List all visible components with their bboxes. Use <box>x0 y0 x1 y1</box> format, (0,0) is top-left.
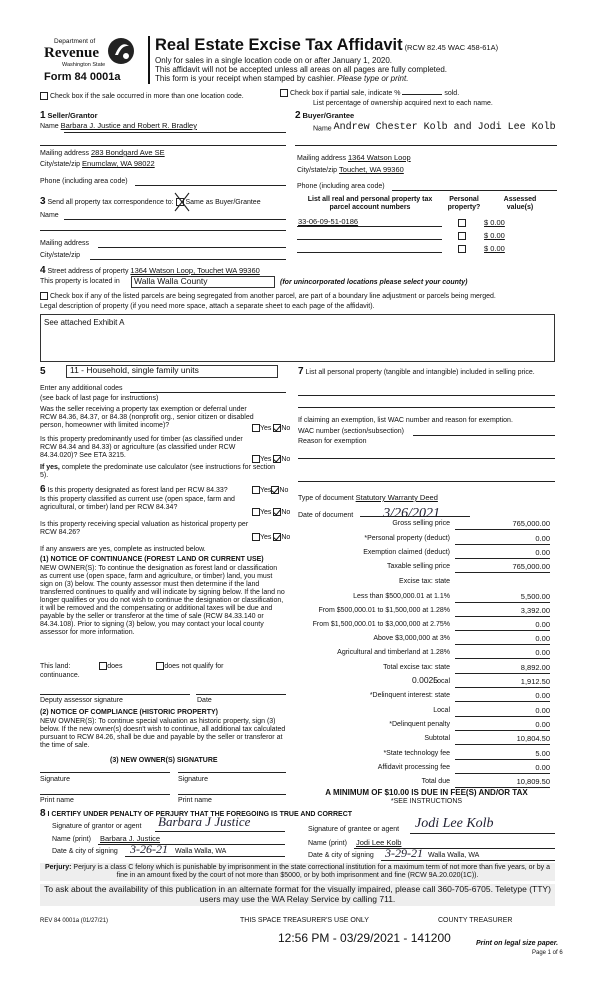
tax-row <box>300 764 555 776</box>
perjury-notice <box>40 863 555 881</box>
section-5-number: 5 <box>40 366 46 377</box>
forest-no-checkbox[interactable] <box>271 486 279 494</box>
tax-row <box>300 578 555 590</box>
new-owner-sig-title: (3) NEW OWNER(S) SIGNATURE <box>110 757 218 764</box>
forest-answer <box>252 486 288 495</box>
seller-city-row <box>40 160 155 169</box>
legal-description-field[interactable]: See attached Exhibit A <box>40 314 555 362</box>
notice-compliance-title: (2) NOTICE OF COMPLIANCE (HISTORIC PROPERTY) <box>40 709 218 716</box>
perjury-text: Perjury is a class C felony which is punishable by imprisonment in the state correctional institution for a maximum term of not more than five years, or by a fine in an amount fixed by the court of not more than $5000, or by both imprisonment and fine (RCW 9A.20.020(1C)). <box>71 864 550 880</box>
grantee-date[interactable]: 3-29-21 <box>385 846 423 860</box>
parcel-number-1[interactable]: 33-06-09-51-0186 <box>298 217 359 226</box>
same-as-buyer-checkbox[interactable] <box>176 198 184 206</box>
timber-no-checkbox[interactable] <box>273 455 281 463</box>
tax-row-value[interactable]: 0.00 <box>455 549 550 559</box>
assessed-value-3[interactable]: $ 0.00 <box>484 244 505 253</box>
buyer-mail-row <box>297 154 411 163</box>
grantee-date-label: Date & city of signing <box>308 852 374 859</box>
form-rcw: (RCW 82.45 WAC 458-61A) <box>404 43 499 52</box>
grantee-city[interactable]: Walla Walla, WA <box>428 852 480 859</box>
doc-date-label: Date of document <box>298 512 354 519</box>
tax-row-label: Exemption claimed (deduct) <box>363 549 450 556</box>
county-treasurer-label: COUNTY TREASURER <box>438 917 513 924</box>
tax-row-value[interactable]: 5.00 <box>455 750 550 760</box>
tax-row-value[interactable]: 5,500.00 <box>455 593 550 603</box>
notice-continuance-title: (1) NOTICE OF CONTINUANCE (FOREST LAND OR CURRENT USE) <box>40 556 264 563</box>
subtitle-1: Only for sales in a single location code on or after January 1, 2020. <box>155 55 393 65</box>
tax-row-label: *Personal property (deduct) <box>364 535 450 542</box>
buyer-phone-label: Phone (including area code) <box>297 183 385 190</box>
grantor-city[interactable]: Walla Walla, WA <box>175 848 227 855</box>
partial-sale-check-row <box>280 89 459 98</box>
tax-row-value[interactable]: 0.00 <box>455 764 550 774</box>
timber-answer <box>252 455 290 464</box>
exemption-no-checkbox[interactable] <box>273 424 281 432</box>
no-label: No <box>279 486 289 494</box>
exemption-answer <box>252 424 290 433</box>
tax-row-value[interactable]: 765,000.00 <box>455 563 550 573</box>
personal-property-row <box>298 366 553 378</box>
notice-continuance-text: NEW OWNER(S): To continue the designation as forest land or classification as current use (open space, farm and agriculture, or timber) land, you must sign on (3) below. The county assessor must then determine if the land transferred continues to qualify and will indicate by signing below. If the land no longer qualifies or you do not wish to continue the designation or classification, it will be removed and the compensating or additional taxes will be due and payable by the seller or transferor at the time of sale (RCW 84.33.140 or 84.34.108). Prior to signing (3) below, you may contact your local county assessor for more information. <box>40 565 285 637</box>
local-rate: 0.0025 <box>412 675 438 685</box>
x-mark-icon <box>173 191 191 213</box>
grantor-sig-label: Signature of grantor or agent <box>52 823 142 830</box>
tax-row-label: Subtotal <box>424 735 450 742</box>
seller-section-header <box>40 110 98 122</box>
yes-label: Yes <box>260 508 272 516</box>
minimum-due-note: A MINIMUM OF $10.00 IS DUE IN FEE(S) AND/OR TAX <box>325 788 528 797</box>
section-6-number: 6 <box>40 484 46 495</box>
tax-row <box>300 535 555 547</box>
wac-number-label: WAC number (section/subsection) <box>298 428 404 435</box>
owner-print-label-2: Print name <box>178 797 212 804</box>
grantor-name[interactable]: Barbara J. Justice <box>100 834 161 843</box>
tax-row-label: Above $3,000,000 at 3% <box>373 635 450 642</box>
tax-row-value[interactable]: 0.00 <box>455 635 550 645</box>
if-yes: If yes, <box>40 464 60 471</box>
tax-row <box>300 649 555 661</box>
buyer-city-label: City/state/zip <box>297 167 338 174</box>
exemption-yes-checkbox[interactable] <box>252 424 260 432</box>
no-label: No <box>281 455 291 463</box>
doc-type[interactable]: Statutory Warranty Deed <box>355 493 438 502</box>
segregated-checkbox[interactable] <box>40 292 48 300</box>
historic-yes-checkbox[interactable] <box>252 533 260 541</box>
assessed-header: Assessed value(s) <box>503 196 537 212</box>
multi-location-label: Check box if the sale occurred in more than one location code. <box>49 92 244 100</box>
personal-checkbox-1[interactable] <box>458 219 466 227</box>
tax-row-value[interactable]: 8,892.00 <box>455 664 550 674</box>
buyer-title: Buyer/Grantee <box>302 111 355 120</box>
yes-label: Yes <box>260 486 272 494</box>
see-instructions: *SEE INSTRUCTIONS <box>390 798 463 805</box>
legal-description-label: Legal description of property (if you need more space, attach a separate sheet to each page of the affidavit). <box>40 303 375 310</box>
tax-row <box>300 750 555 762</box>
see-back-label: (see back of last page for instructions) <box>40 395 159 402</box>
current-use-no-checkbox[interactable] <box>273 508 281 516</box>
tax-row <box>300 621 555 633</box>
does-not-label: does not qualify for <box>164 662 224 670</box>
segregated-row <box>40 292 496 301</box>
tax-row-label: Total due <box>421 778 450 785</box>
logo-state: Washington State <box>62 62 106 68</box>
grantor-date-label: Date & city of signing <box>52 848 118 855</box>
ownership-note: List percentage of ownership acquired next to each name. <box>313 100 493 107</box>
owner-print-label-1: Print name <box>40 797 74 804</box>
exemption-reason-label: Reason for exemption <box>298 438 367 445</box>
assessed-value-1[interactable]: $ 0.00 <box>484 218 505 227</box>
doc-date[interactable]: 3/26/2021 <box>383 506 440 521</box>
seller-mail-row <box>40 149 165 158</box>
logo-agency: Revenue <box>44 45 99 61</box>
cashier-stamp: 12:56 PM - 03/29/2021 - 141200 <box>278 931 451 945</box>
header-titles <box>155 36 555 84</box>
tax-row <box>300 735 555 747</box>
grantee-sig-label: Signature of grantee or agent <box>308 826 400 833</box>
deputy-signature-label: Deputy assessor signature <box>40 697 123 704</box>
tax-row-label: Affidavit processing fee <box>377 764 450 771</box>
additional-codes-label: Enter any additional codes <box>40 385 123 392</box>
owner-sig-label-2: Signature <box>178 776 208 783</box>
tax-row <box>300 593 555 605</box>
current-use-question: Is this property classified as current use (open space, farm and agricultural, or timber) land per RCW 84.34? <box>40 496 235 512</box>
seller-name[interactable]: Barbara J. Justice and Robert R. Bradley <box>60 121 197 130</box>
exemption-claim-label: If claiming an exemption, list WAC number and reason for exemption. <box>298 417 513 424</box>
buyer-city[interactable]: Touchet, WA 99360 <box>339 165 404 174</box>
seller-city-label: City/state/zip <box>40 161 81 168</box>
section-8-number: 8 <box>40 808 46 819</box>
revenue-swirl-icon <box>106 36 136 66</box>
form-title: Real Estate Excise Tax Affidavit <box>155 36 403 54</box>
treasurer-use-label: THIS SPACE TREASURER'S USE ONLY <box>240 917 369 924</box>
grantee-name[interactable]: Jodi Lee Kolb <box>356 838 402 847</box>
tax-row-value[interactable]: 0.00 <box>455 707 550 717</box>
tax-row <box>300 563 555 575</box>
buyer-name-label: Name <box>313 125 332 133</box>
tax-row-label: Local <box>433 707 450 714</box>
buyer-name[interactable]: Andrew Chester Kolb and Jodi Lee Kolb <box>333 122 556 133</box>
unincorporated-note: (for unincorporated locations please select your county) <box>280 279 468 286</box>
timber-question: Is this property predominantly used for timber (as classified under RCW 84.34 and 84.33) or agriculture (as classified under RCW 84.34.020)? See ETA 3215. <box>40 436 243 460</box>
does-label: does <box>107 662 123 670</box>
sold-label: sold. <box>444 89 460 97</box>
tax-row <box>300 707 555 719</box>
yes-label: Yes <box>260 533 272 541</box>
personal-header: Personal property? <box>447 196 481 212</box>
tax-row-label: Excise tax: state <box>399 578 450 585</box>
doc-type-row <box>298 494 438 503</box>
grantee-name-label: Name (print) <box>308 840 347 847</box>
buyer-name-row <box>313 122 556 134</box>
buyer-city-row <box>297 166 404 175</box>
form-number: Form 84 0001a <box>44 71 121 83</box>
notice-compliance-text: NEW OWNER(S): To continue special valuation as historic property, sign (3) below. If the new owner(s) doesn't wish to continue, all additional tax calculated pursuant to RCW 84.26, shall be due and payable by the seller or transferor at the time of sale. <box>40 718 286 750</box>
seller-name-label: Name <box>40 123 59 130</box>
tax-row-label: *Delinquent penalty <box>389 721 450 728</box>
no-label: No <box>281 424 291 432</box>
section-3-row <box>40 196 261 208</box>
revision-label: REV 84 0001a (01/27/21) <box>40 918 109 924</box>
multi-location-check-row <box>40 92 244 101</box>
tax-row-value[interactable]: 0.00 <box>455 621 550 631</box>
subtitle-3-line <box>155 74 555 83</box>
section-4-row <box>40 265 260 277</box>
tax-row <box>300 607 555 619</box>
parcel-header: List all real and personal property tax parcel account numbers <box>307 196 433 212</box>
subtitle-3: This form is your receipt when stamped by cashier. <box>155 74 338 84</box>
segregated-label: Check box if any of the listed parcels are being segregated from another parcel, are part of a boundary line adjustment or parcels being merged. <box>49 292 496 300</box>
tax-row-value[interactable]: 0.00 <box>455 535 550 545</box>
historic-answer <box>252 533 290 542</box>
s3-name-label: Name <box>40 212 59 219</box>
seller-city[interactable]: Enumclaw, WA 98022 <box>82 159 155 168</box>
seller-title: Seller/Grantor <box>47 111 98 120</box>
tax-row-label: Less than $500,000.01 at 1.1% <box>353 593 450 600</box>
tax-row-value[interactable]: 0.00 <box>455 692 550 702</box>
tax-row <box>300 692 555 704</box>
doc-type-label: Type of document <box>298 495 354 502</box>
land-use-code-select[interactable]: 11 - Household, single family units <box>66 365 278 378</box>
historic-no-checkbox[interactable] <box>273 533 281 541</box>
personal-checkbox-3[interactable] <box>458 245 466 253</box>
section-2-number: 2 <box>295 110 301 121</box>
tax-row-value[interactable]: 3,392.00 <box>455 607 550 617</box>
seller-mail[interactable]: 283 Bondgard Ave SE <box>90 148 165 157</box>
s3-city-label: City/state/zip <box>40 252 81 259</box>
timber-yes-checkbox[interactable] <box>252 455 260 463</box>
historic-question: Is this property receiving special valuation as historical property per RCW 84.26? <box>40 521 249 537</box>
header-divider <box>148 36 150 84</box>
grantee-signature[interactable]: Jodi Lee Kolb <box>415 816 494 831</box>
deputy-date-label: Date <box>197 697 212 704</box>
exemption-question: Was the seller receiving a property tax exemption or deferral under RCW 84.36, 84.37, or 84.38 (nonprofit org., senior citizen or disabled person, homeowner with limited income)? <box>40 406 254 430</box>
tax-row <box>300 520 555 532</box>
owner-sig-label-1: Signature <box>40 776 70 783</box>
street-address-label: Street address of property <box>47 268 129 275</box>
yes-label: Yes <box>260 455 272 463</box>
tax-row-label: Total excise tax: state <box>383 664 450 671</box>
buyer-mail[interactable]: 1364 Watson Loop <box>347 153 411 162</box>
subtitle-3b: Please type or print. <box>337 74 409 84</box>
same-as-buyer-label: Same as Buyer/Grantee <box>185 199 261 206</box>
personal-property-label: List all personal property (tangible and intangible) included in selling price. <box>305 369 535 376</box>
buyer-section-header <box>295 110 354 122</box>
tax-row <box>300 549 555 561</box>
revenue-logo <box>40 36 140 86</box>
calculator-text: complete the predominate use calculator (see instructions for section 5). <box>40 464 276 480</box>
grantor-date[interactable]: 3-26-21 <box>130 842 168 856</box>
tax-row-value[interactable]: 10,809.50 <box>455 778 550 788</box>
tax-row-label: Taxable selling price <box>386 563 450 570</box>
tax-row-value[interactable]: 765,000.00 <box>455 520 550 530</box>
logo-dept: Department of <box>54 38 96 45</box>
subtitle-2: This affidavit will not be accepted unless all areas on all pages are fully completed. <box>155 65 448 75</box>
grantor-name-label: Name (print) <box>52 836 91 843</box>
tax-row-value[interactable]: 1,912.50 <box>455 678 550 688</box>
if-any-yes-note: If any answers are yes, complete as instructed below. <box>40 546 206 553</box>
tax-row-value[interactable]: 10,804.50 <box>455 735 550 745</box>
no-label: No <box>281 508 291 516</box>
tax-row-label: *State technology fee <box>383 750 450 757</box>
tax-row-label: *Delinquent interest: state <box>369 692 450 699</box>
tax-row-label: From $1,500,000.01 to $3,000,000 at 2.75% <box>312 621 450 628</box>
this-land-label: This land: <box>40 662 71 670</box>
accessibility-notice: To ask about the availability of this publication in an alternate format for the visually impaired, please call 360-705-6705. Teletype (TTY) users may use the WA Relay Service by calling 711. <box>40 884 555 906</box>
section-4-number: 4 <box>40 265 46 276</box>
no-label: No <box>281 533 291 541</box>
current-use-answer <box>252 508 290 517</box>
located-in-label: This property is located in <box>40 278 120 285</box>
tax-row <box>300 635 555 647</box>
section-7-number: 7 <box>298 366 304 377</box>
send-correspondence-label: Send all property tax correspondence to: <box>47 199 174 206</box>
street-address[interactable]: 1364 Watson Loop, Touchet WA 99360 <box>130 266 260 275</box>
grantor-signature[interactable]: Barbara J Justice <box>158 814 251 829</box>
section-1-number: 1 <box>40 110 46 121</box>
certify-statement: I CERTIFY UNDER PENALTY OF PERJURY THAT THE FOREGOING IS TRUE AND CORRECT <box>47 811 353 818</box>
partial-sale-checkbox[interactable] <box>280 89 288 97</box>
section-3-number: 3 <box>40 196 46 207</box>
partial-sale-label: Check box if partial sale, indicate % <box>289 89 401 97</box>
yes-label: Yes <box>260 424 272 432</box>
legal-size-note: Print on legal size paper. <box>476 940 559 947</box>
county-select[interactable]: Walla Walla County <box>131 276 275 288</box>
tax-row-label: Gross selling price <box>392 520 450 527</box>
forest-yes-checkbox[interactable] <box>252 486 260 494</box>
seller-mail-label: Mailing address <box>40 150 90 157</box>
buyer-mail-label: Mailing address <box>297 155 347 162</box>
multi-location-checkbox[interactable] <box>40 92 48 100</box>
s3-mail-label: Mailing address <box>40 240 90 247</box>
current-use-yes-checkbox[interactable] <box>252 508 260 516</box>
tax-row-value[interactable]: 0.00 <box>455 649 550 659</box>
perjury-bold: Perjury: <box>44 864 72 871</box>
calculator-note <box>40 464 285 480</box>
page-number: Page 1 of 6 <box>532 950 563 956</box>
seller-phone-label: Phone (including area code) <box>40 178 128 185</box>
continuance-label: continuance. <box>40 672 80 679</box>
this-land-row <box>40 662 224 671</box>
personal-checkbox-2[interactable] <box>458 232 466 240</box>
seller-name-row <box>40 122 197 131</box>
tax-row-label: Agricultural and timberland at 1.28% <box>337 649 450 656</box>
assessed-value-2[interactable]: $ 0.00 <box>484 231 505 240</box>
tax-row-value[interactable]: 0.00 <box>455 721 550 731</box>
forest-question-row <box>40 484 228 496</box>
tax-row-label: From $500,000.01 to $1,500,000 at 1.28% <box>318 607 450 614</box>
tax-row <box>300 721 555 733</box>
tax-row-label: Local <box>433 678 450 685</box>
forest-question: Is this property designated as forest land per RCW 84.33? <box>47 487 228 494</box>
